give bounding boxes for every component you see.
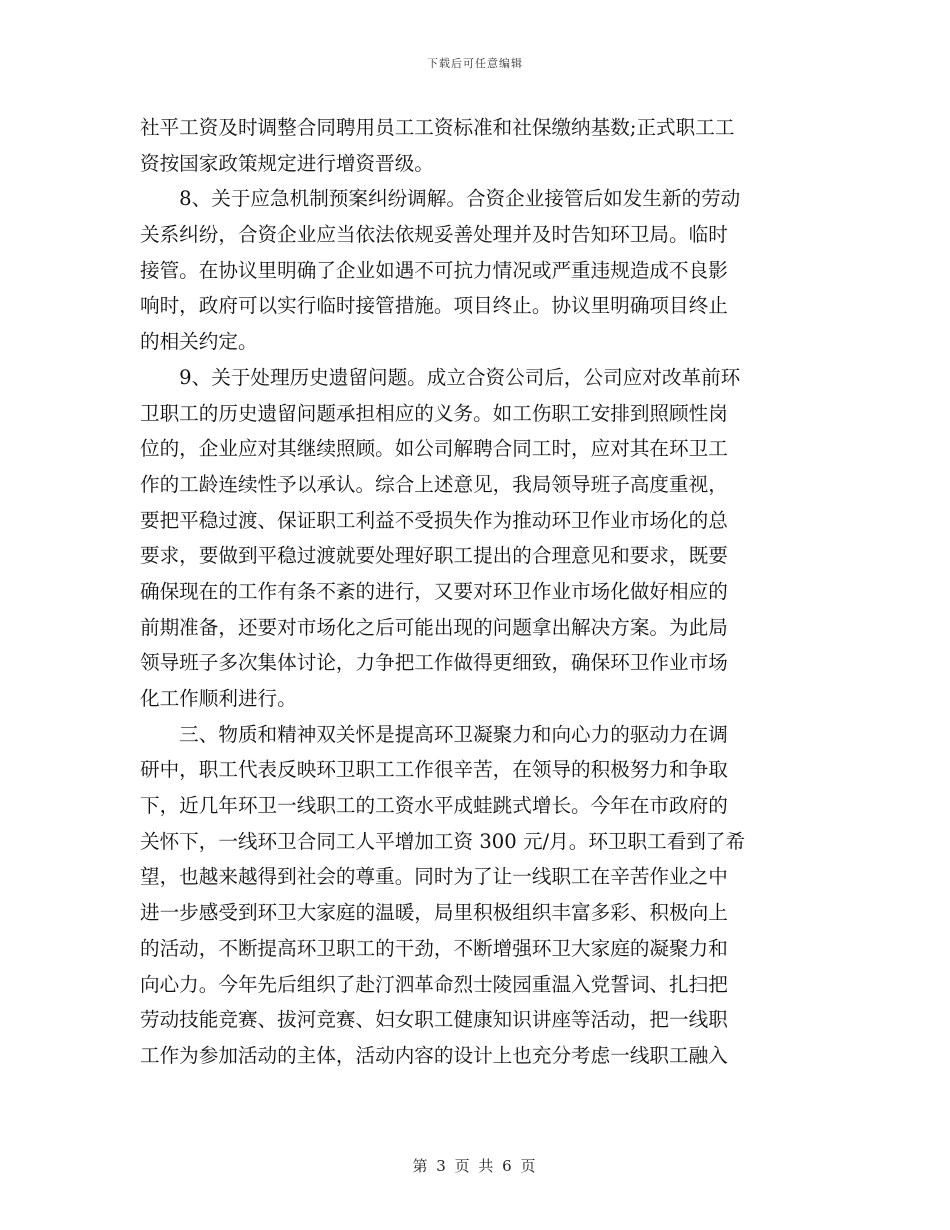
text-line: 三、物质和精神双关怀是提高环卫凝聚力和向心力的驱动力在调: [140, 722, 728, 746]
text-line: 向心力。今年先后组织了赴汀泗革命烈士陵园重温入党誓词、扎扫把: [140, 972, 728, 996]
text-line: 前期准备，还要对市场化之后可能出现的问题拿出解决方案。为此局: [140, 615, 728, 639]
text-line: 资按国家政策规定进行增资晋级。: [140, 151, 434, 175]
text-line: 的相关约定。: [140, 330, 258, 354]
text-line: 位的，企业应对其继续照顾。如公司解聘合同工时，应对其在环卫工: [140, 437, 728, 461]
page-header: 下载后可任意编辑: [427, 57, 523, 70]
text-line: 关系纠纷，合资企业应当依法依规妥善处理并及时告知环卫局。临时: [140, 223, 728, 247]
text-line: 要把平稳过渡、保证职工利益不受损失作为推动环卫作业市场化的总: [140, 508, 728, 532]
text-line: 卫职工的历史遗留问题承担相应的义务。如工伤职工安排到照顾性岗: [140, 401, 728, 425]
text-line: 劳动技能竞赛、拔河竞赛、妇女职工健康知识讲座等活动，把一线职: [140, 1008, 728, 1032]
text-line: 响时，政府可以实行临时接管措施。项目终止。协议里明确项目终止: [140, 294, 728, 318]
page-footer: 第 3 页 共 6 页: [412, 1157, 538, 1175]
text-line: 确保现在的工作有条不紊的进行，又要对环卫作业市场化做好相应的: [140, 579, 728, 603]
text-line: 领导班子多次集体讨论，力争把工作做得更细致，确保环卫作业市场: [140, 651, 728, 675]
text-line: 关怀下，一线环卫合同工人平增加工资 300 元/月。环卫职工看到了希: [140, 829, 746, 853]
text-line: 社平工资及时调整合同聘用员工工资标准和社保缴纳基数;正式职工工: [140, 116, 735, 139]
text-line: 研中，职工代表反映环卫职工工作很辛苦，在领导的积极努力和争取: [140, 758, 728, 782]
text-line: 化工作顺利进行。: [140, 687, 297, 710]
text-line: 接管。在协议里明确了企业如遇不可抗力情况或严重违规造成不良影: [140, 258, 728, 282]
text-line: 进一步感受到环卫大家庭的温暖，局里积极组织丰富多彩、积极向上: [140, 901, 728, 925]
text-line: 望，也越来越得到社会的尊重。同时为了让一线职工在辛苦作业之中: [140, 865, 728, 889]
text-line: 下，近几年环卫一线职工的工资水平成蛙跳式增长。今年在市政府的: [140, 794, 728, 818]
text-line: 工作为参加活动的主体，活动内容的设计上也充分考虑一线职工融入: [140, 1043, 728, 1067]
text-line: 要求，要做到平稳过渡就要处理好职工提出的合理意见和要求，既要: [140, 544, 728, 568]
text-line: 的活动，不断提高环卫职工的干劲，不断增强环卫大家庭的凝聚力和: [140, 936, 728, 960]
text-line: 9、关于处理历史遗留问题。成立合资公司后，公司应对改革前环: [140, 365, 741, 389]
document-body: [140, 110, 810, 1074]
text-line: 作的工龄连续性予以承认。综合上述意见，我局领导班子高度重视，: [140, 472, 728, 496]
text-line: 8、关于应急机制预案纠纷调解。合资企业接管后如发生新的劳动: [140, 187, 741, 211]
